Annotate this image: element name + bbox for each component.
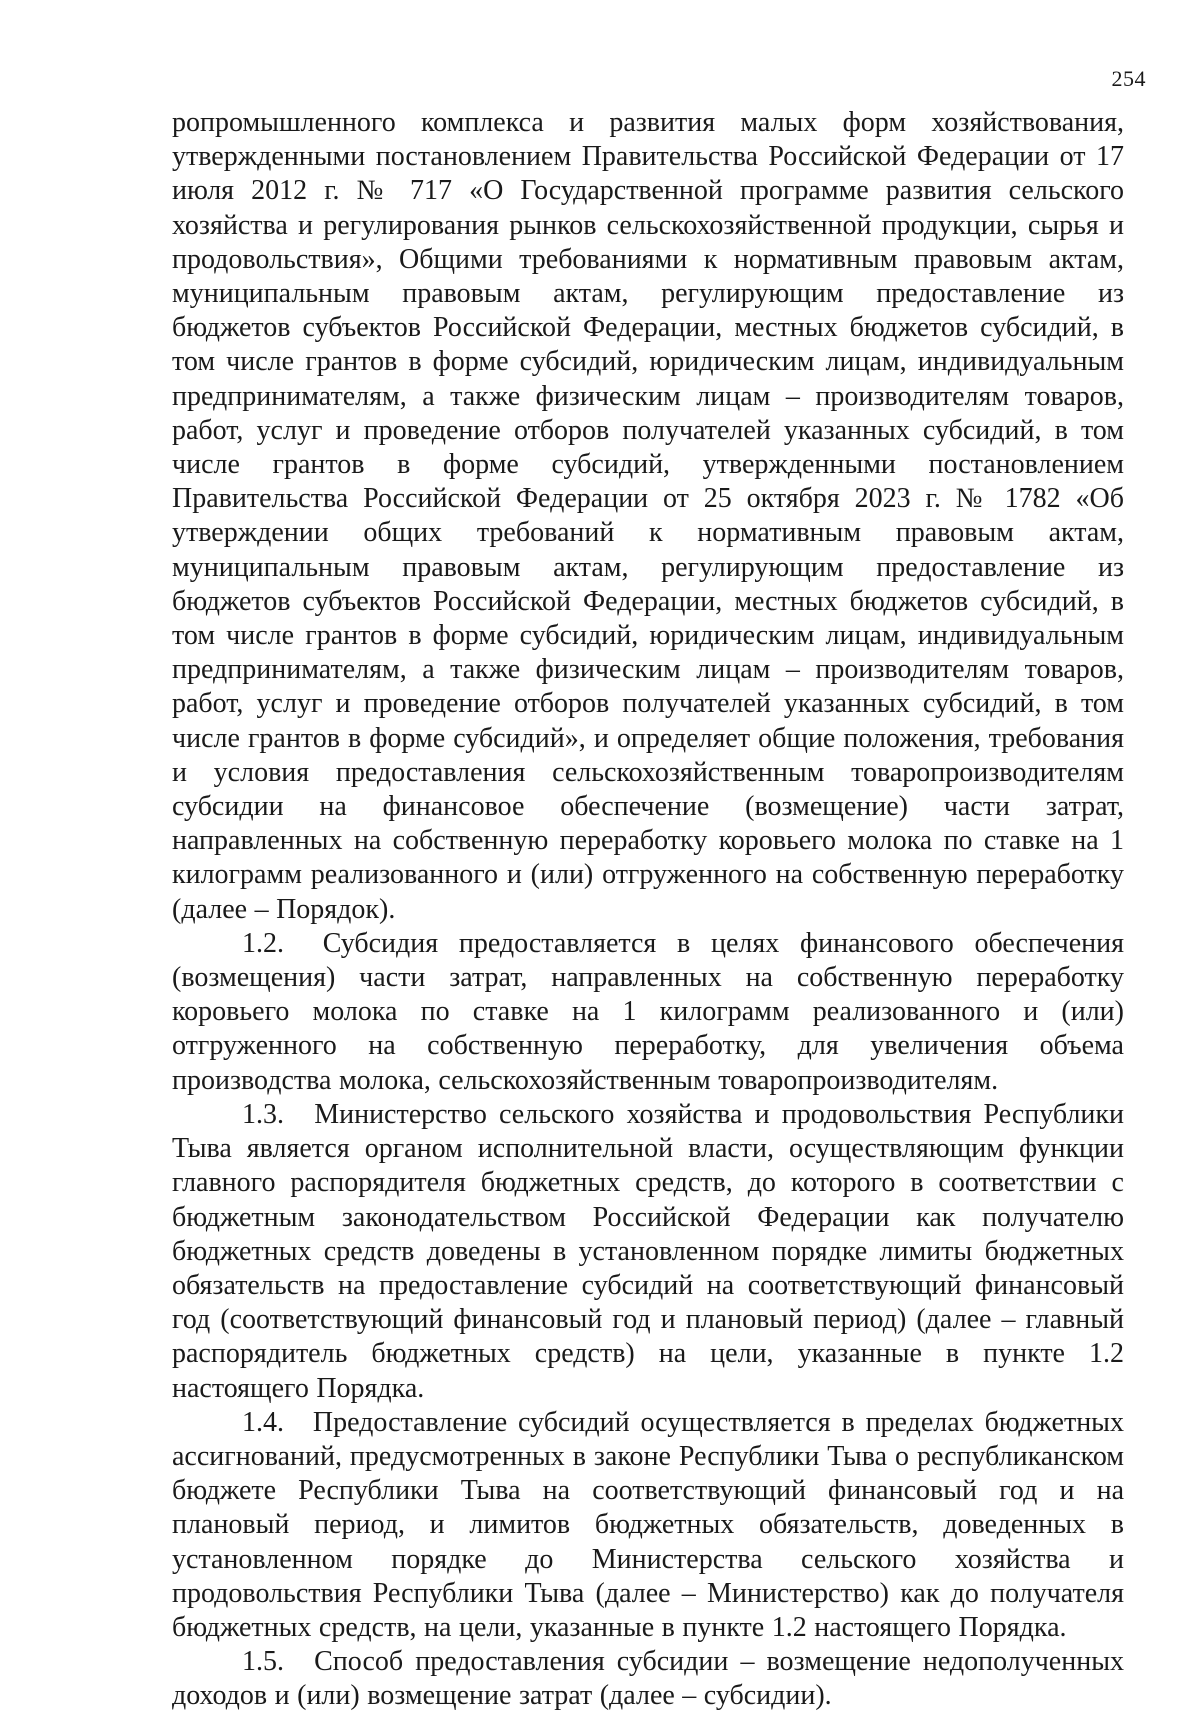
paragraph-number: 1.3.: [242, 1098, 284, 1130]
document-body: [172, 106, 1124, 1714]
paragraph-number: 1.5.: [242, 1646, 284, 1678]
paragraph-1-4: [172, 1406, 1124, 1645]
paragraph-1-3: [172, 1098, 1124, 1406]
paragraph-number: 1.2.: [242, 927, 284, 959]
paragraph-text: ропромышленного комплекса и развития малых форм хозяйствования, утвержденными постановлением Правительства Российской Федерации от 17 июля 2012 г. № 717 «О Государственной программе развития сельского хозяйства и регулирования рынков сельскохозяйственной продукции, сырья и продовольствия», Общими требованиями к нормативным правовым актам, муниципальным правовым актам, регулирующим предоставление из бюджетов субъектов Российской Федерации, местных бюджетов субсидий, в том числе грантов в форме субсидий, юридическим лицам, индивидуальным предпринимателям, а также физическим лицам – производителям товаров, работ, услуг и проведение отборов получателей указанных субсидий, в том числе грантов в форме субсидий, утвержденными постановлением Правительства Российской Федерации от 25 октября 2023 г. № 1782 «Об утверждении общих требований к нормативным правовым актам, муниципальным правовым актам, регулирующим предоставление из бюджетов субъектов Российской Федерации, местных бюджетов субсидий, в том числе грантов в форме субсидий, юридическим лицам, индивидуальным предпринимателям, а также физическим лицам – производителям товаров, работ, услуг и проведение отборов получателей указанных субсидий, в том числе грантов в форме субсидий», и определяет общие положения, требования и условия предоставления сельскохозяйственным товаропроизводителям субсидии на финансовое обеспечение (возмещение) части затрат, направленных на собственную переработку коровьего молока по ставке на 1 килограмм реализованного и (или) отгруженного на собственную переработку (далее – Порядок).: [172, 107, 1124, 925]
page-number: 254: [1111, 66, 1146, 91]
paragraph-continuation: [172, 106, 1124, 927]
paragraph-1-2: [172, 927, 1124, 1098]
paragraph-text: Предоставление субсидий осуществляется в пределах бюджетных ассигнований, предусмотренных в законе Республики Тыва о республиканском бюджете Республики Тыва на соответствующий финансовый год и на плановый период, и лимитов бюджетных обязательств, доведенных в установленном порядке до Министерства сельского хозяйства и продовольствия Республики Тыва (далее – Министерство) как до получателя бюджетных средств, на цели, указанные в пункте 1.2 настоящего Порядка.: [172, 1406, 1124, 1643]
paragraph-text: Способ предоставления субсидии – возмещение недополученных доходов и (или) возмещение затрат (далее – субсидии).: [172, 1646, 1125, 1712]
paragraph-1-5: [172, 1645, 1124, 1713]
paragraph-number: 1.4.: [242, 1406, 284, 1438]
paragraph-text: Субсидия предоставляется в целях финансового обеспечения (возмещения) части затрат, направленных на собственную переработку коровьего молока по ставке на 1 килограмм реализованного и (или) отгруженного на собственную переработку, для увеличения объема производства молока, сельскохозяйственным товаропроизводителям.: [172, 927, 1125, 1096]
paragraph-text: Министерство сельского хозяйства и продовольствия Республики Тыва является органом исполнительной власти, осуществляющим функции главного распорядителя бюджетных средств, до которого в соответствии с бюджетным законодательством Российской Федерации как получателю бюджетных средств доведены в установленном порядке лимиты бюджетных обязательств на предоставление субсидий на соответствующий финансовый год (соответствующий финансовый год и плановый период) (далее – главный распорядитель бюджетных средств) на цели, указанные в пункте 1.2 настоящего Порядка.: [172, 1098, 1125, 1404]
